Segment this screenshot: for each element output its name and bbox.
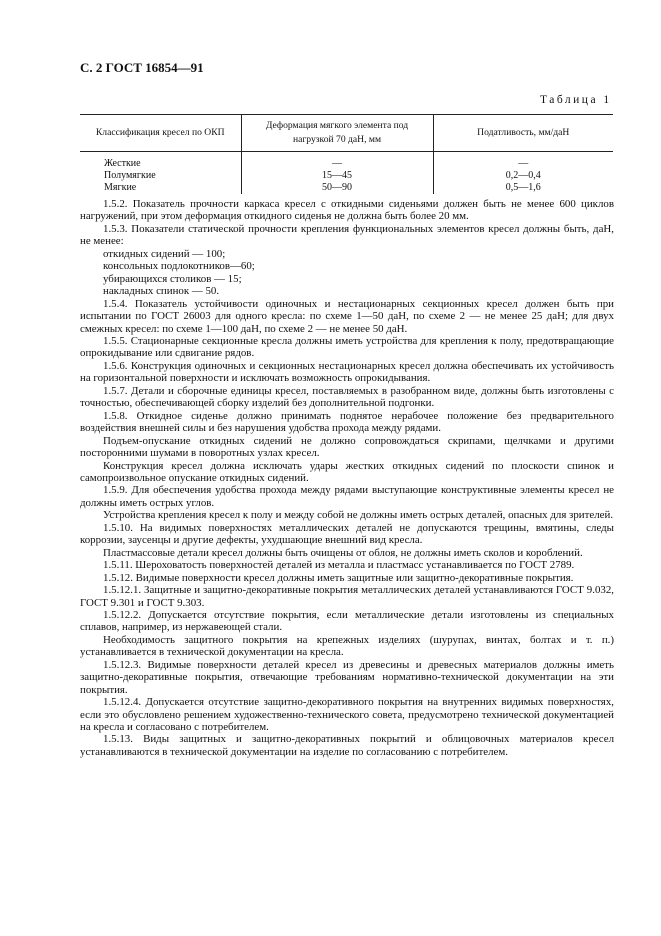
table-cell: Полумягкие <box>104 170 156 181</box>
paragraph: 1.5.9. Для обеспечения удобства прохода между рядами выступающие конструктивные элементы кресел не должны иметь острых углов. <box>80 484 614 509</box>
table-header-cell: Податливость, мм/даН <box>433 115 613 152</box>
paragraph: Необходимость защитного покрытия на крепежных изделиях (шурупах, винтах, болтах и т. п.) устанавливается в технической документации на кресла. <box>80 633 614 659</box>
table-header-cell: Деформация мягкого элемента под нагрузкой 70 даН, мм <box>241 115 433 152</box>
paragraph: 1.5.13. Виды защитных и защитно-декоративных покрытий и облицовочных материалов кресел устанавливаются в технической документации на изделие по согласованию с потребителем. <box>80 733 614 758</box>
table-header-row <box>80 115 613 152</box>
body-text <box>80 198 614 758</box>
paragraph: 1.5.2. Показатель прочности каркаса кресел с откидными сиденьями должен быть не менее 600 циклов нагружений, при этом деформация откидного сиденья не должна быть более 20 мм. <box>80 198 614 223</box>
list-item: накладных спинок — 50. <box>103 285 220 298</box>
table-cell: 15—45 <box>241 170 433 182</box>
paragraph: 1.5.4. Показатель устойчивости одиночных и нестационарных секционных кресел должен быть при испытании по ГОСТ 26003 для одного кресла: по схеме 1—50 даН, по схеме 2 — не менее 25 даН; для двух смежных кресел: по схеме 1—100 даН, по схеме 2 — не менее 50 даН. <box>80 297 614 335</box>
table-header-cell: Классификация кресел по ОКП <box>80 115 241 152</box>
paragraph: Пластмассовые детали кресел должны быть очищены от облоя, не должны иметь сколов и короблений. <box>103 546 583 559</box>
classification-table <box>80 114 613 194</box>
table-row <box>80 152 613 171</box>
paragraph: 1.5.8. Откидное сиденье должно принимать поднятое нерабочее положение без предварительного воздействия внешней силы и без нарушения удобства прохода между рядами. <box>80 409 614 435</box>
paragraph: 1.5.12.1. Защитные и защитно-декоративные покрытия металлических деталей устанавливаются ГОСТ 9.032, ГОСТ 9.301 и ГОСТ 9.303. <box>80 584 614 609</box>
list-item: убирающихся столиков — 15; <box>103 272 242 285</box>
table-cell: 0,5—1,6 <box>433 182 613 194</box>
table-row <box>80 182 613 194</box>
table-cell: — <box>433 152 613 171</box>
list-item: откидных сидений — 100; <box>103 247 226 260</box>
table-cell: 50—90 <box>241 182 433 194</box>
paragraph: 1.5.11. Шероховатость поверхностей деталей из металла и пластмасс устанавливается по ГОСТ 2789. <box>103 559 575 572</box>
paragraph: 1.5.5. Стационарные секционные кресла должны иметь устройства для крепления к полу, предотвращающие опрокидывание или сдвигание рядов. <box>80 334 614 360</box>
paragraph: 1.5.12.3. Видимые поверхности деталей кресел из древесины и древесных материалов должны иметь защитно-декоративные покрытия, отвечающие требованиям нормативно-технической документации на эти покрытия. <box>80 658 614 696</box>
paragraph: 1.5.12. Видимые поверхности кресел должны иметь защитные или защитно-декоративные покрытия. <box>103 571 574 584</box>
table-cell: Мягкие <box>104 182 137 193</box>
list-item: консольных подлокотников—60; <box>103 260 255 273</box>
table-cell: 0,2—0,4 <box>433 170 613 182</box>
table-row <box>80 170 613 182</box>
table-cell: — <box>241 152 433 171</box>
table-cell: Жесткие <box>104 158 141 169</box>
table-caption: Таблица 1 <box>540 94 612 106</box>
paragraph: Устройства крепления кресел к полу и между собой не должны иметь острых деталей, опасных для зрителей. <box>103 509 614 522</box>
paragraph: 1.5.3. Показатели статической прочности крепления функциональных элементов кресел должны быть, даН, не менее: <box>80 222 614 248</box>
paragraph: 1.5.10. На видимых поверхностях металлических деталей не допускаются трещины, вмятины, следы коррозии, заусенцы и другие дефекты, ухудшающие внешний вид кресла. <box>80 521 614 547</box>
paragraph: 1.5.12.2. Допускается отсутствие покрытия, если металлические детали изготовлены из специальных сплавов, например, из нержавеющей стали. <box>80 608 614 634</box>
paragraph: 1.5.6. Конструкция одиночных и секционных нестационарных кресел должна обеспечивать их устойчивость на горизонтальной поверхности и исключать возможность опрокидывания. <box>80 359 614 385</box>
paragraph: Подъем-опускание откидных сидений не должно сопровождаться скрипами, щелчками и другими посторонними шумами в поворотных узлах кресел. <box>80 434 614 460</box>
page-header: С. 2 ГОСТ 16854—91 <box>80 60 204 75</box>
paragraph: 1.5.7. Детали и сборочные единицы кресел, поставляемых в разобранном виде, должны быть изготовлены с точностью, обеспечивающей сборку изделий без дополнительной подгонки. <box>80 384 614 410</box>
paragraph: 1.5.12.4. Допускается отсутствие защитно-декоративного покрытия на внутренних видимых поверхностях, если это обусловлено решением художественно-технического совета, предусмотрено технической документацией на кресла и согласовано с потребителем. <box>80 696 614 734</box>
paragraph: Конструкция кресел должна исключать удары жестких откидных сидений по плоскости спинок и самопроизвольное опускание откидных сидений. <box>80 459 614 484</box>
